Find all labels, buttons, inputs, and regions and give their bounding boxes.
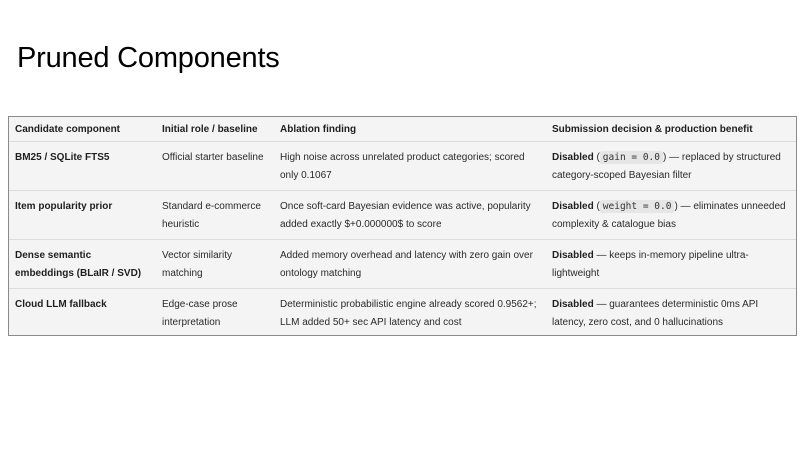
header-ablation-finding: Ablation finding xyxy=(274,117,546,142)
table-header-row xyxy=(9,117,796,142)
component-cell: Item popularity prior xyxy=(9,191,156,240)
decision-text: ) — eliminates unneeded complexity & catalogue bias xyxy=(552,201,786,230)
decision-label: Disabled xyxy=(552,201,594,212)
decision-cell xyxy=(546,191,796,240)
role-cell: Official starter baseline xyxy=(156,142,274,191)
finding-cell: Deterministic probabilistic engine already scored 0.9562+; LLM added 50+ sec API latency and cost xyxy=(280,299,537,328)
slide-title: Pruned Components xyxy=(17,42,280,74)
decision-label: Disabled xyxy=(552,250,594,261)
decision-cell xyxy=(546,240,796,289)
table-row xyxy=(9,142,796,191)
decision-text: ) — replaced by structured category-scoped Bayesian filter xyxy=(552,152,781,181)
decision-paren: ( xyxy=(593,152,600,163)
table-row xyxy=(9,240,796,289)
finding-cell: High noise across unrelated product categories; scored only 0.1067 xyxy=(274,142,546,191)
table-row xyxy=(9,289,796,338)
decision-label: Disabled xyxy=(552,299,594,310)
decision-code: gain = 0.0 xyxy=(600,151,663,164)
decision-paren: ( xyxy=(593,201,600,212)
role-cell: Edge-case prose interpretation xyxy=(162,299,238,328)
table-row xyxy=(9,191,796,240)
decision-text: — keeps in-memory pipeline ultra-lightweight xyxy=(552,250,749,279)
decision-code: weight = 0.0 xyxy=(600,200,675,213)
finding-cell: Added memory overhead and latency with zero gain over ontology matching xyxy=(274,240,546,289)
role-cell: Standard e-commerce heuristic xyxy=(156,191,274,240)
header-initial-role: Initial role / baseline xyxy=(156,117,274,142)
pruned-components-table xyxy=(8,116,797,336)
component-cell: BM25 / SQLite FTS5 xyxy=(9,142,156,191)
decision-cell xyxy=(546,289,796,338)
decision-label: Disabled xyxy=(552,152,594,163)
header-submission-decision: Submission decision & production benefit xyxy=(546,117,796,142)
component-cell: Cloud LLM fallback xyxy=(15,299,107,310)
header-candidate-component: Candidate component xyxy=(9,117,156,142)
decision-text: — guarantees deterministic 0ms API latency, zero cost, and 0 hallucinations xyxy=(552,299,759,328)
component-cell: Dense semantic embeddings (BLaIR / SVD) xyxy=(9,240,156,289)
decision-cell xyxy=(546,142,796,191)
role-cell: Vector similarity matching xyxy=(156,240,274,289)
finding-cell: Once soft-card Bayesian evidence was active, popularity added exactly $+0.000000$ to score xyxy=(274,191,546,240)
